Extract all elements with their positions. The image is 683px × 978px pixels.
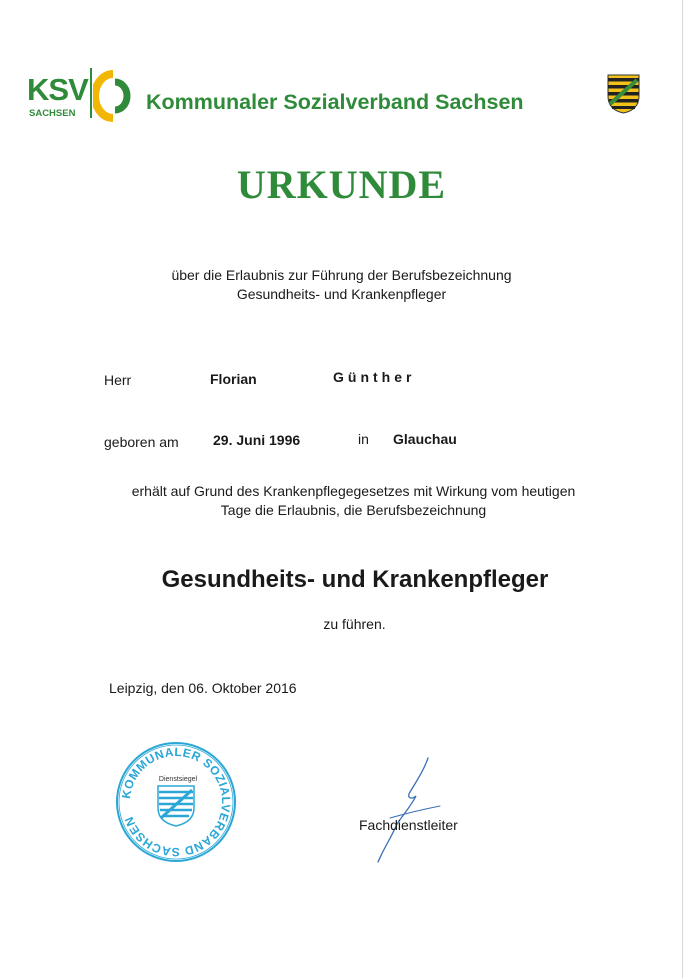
- born-label: geboren am: [104, 434, 179, 450]
- handwritten-signature: [370, 756, 460, 866]
- closing-text: zu führen.: [323, 616, 386, 632]
- body-line-2: Tage die Erlaubnis, die Berufsbezeichnung: [220, 502, 487, 518]
- ksv-logo: [27, 68, 137, 126]
- organization-name: Kommunaler Sozialverband Sachsen: [146, 90, 524, 114]
- intro-line-2: Gesundheits- und Krankenpfleger: [236, 286, 447, 302]
- official-seal: [114, 740, 238, 864]
- signature-title: Fachdienstleiter: [359, 817, 458, 833]
- profession-title: Gesundheits- und Krankenpfleger: [161, 566, 549, 593]
- first-name: Florian: [210, 371, 257, 387]
- body-line-1: erhält auf Grund des Krankenpflegegesetzes mit Wirkung vom heutigen: [131, 483, 576, 499]
- place-and-date: Leipzig, den 06. Oktober 2016: [109, 680, 297, 696]
- ksv-logo-text: KSV: [27, 72, 88, 107]
- ksv-logo-divider: [90, 68, 92, 118]
- birth-place: Glauchau: [393, 431, 457, 447]
- last-name: Günther: [333, 369, 416, 385]
- saxony-coat-of-arms-icon: [607, 74, 640, 114]
- document-title: URKUNDE: [236, 162, 447, 207]
- intro-line-1: über die Erlaubnis zur Führung der Berufsbezeichnung: [171, 267, 512, 283]
- ksv-emblem-icon: [93, 70, 133, 122]
- seal-ring-text: KOMMUNALER SOZIALVERBAND SACHSEN: [119, 744, 234, 860]
- ksv-logo-subtext: SACHSEN: [29, 108, 76, 119]
- seal-center-text: Dienstsiegel: [158, 776, 198, 783]
- svg-text:KOMMUNALER SOZIALVERBAND SACHS: [119, 745, 233, 859]
- salutation: Herr: [104, 372, 132, 388]
- birth-date: 29. Juni 1996: [213, 432, 301, 448]
- in-label: in: [358, 431, 369, 447]
- seal-coat-of-arms-icon: [158, 786, 194, 826]
